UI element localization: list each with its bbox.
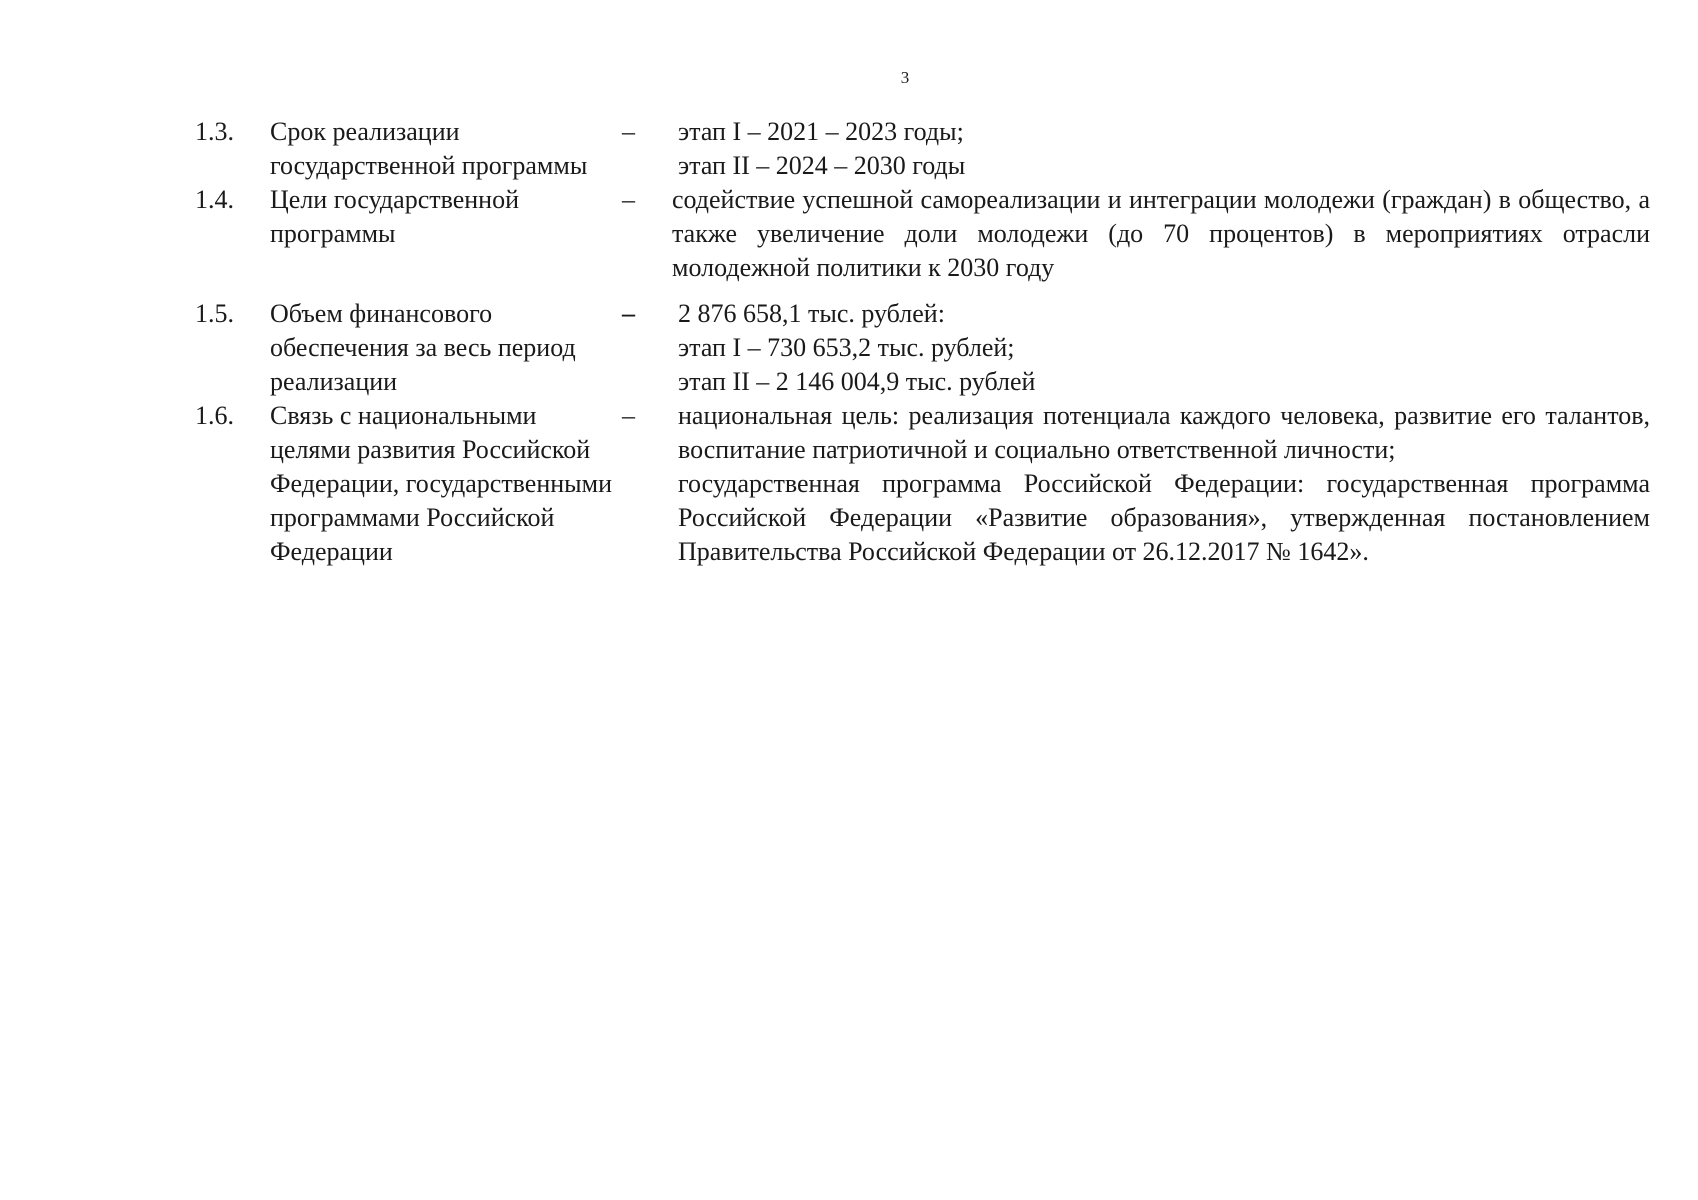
row-value: [670, 399, 1650, 569]
row-label: Связь с национальными целями развития Российской Федерации, государственными программами Российской Федерации: [270, 401, 613, 566]
row-dash: –: [622, 185, 635, 214]
state-program-paragraph: государственная программа Российской Федерации: государственная программа Российской Федерации «Развитие образования», утвержденная постановлением Правительства Российской Федерации от 26.12.2017 № 1642».: [678, 469, 1650, 566]
national-goal-paragraph: национальная цель: реализация потенциала каждого человека, развитие его талантов, воспитание патриотичной и социально ответственной личности;: [678, 401, 1650, 464]
financing-stage-two: этап II – 2 146 004,9 тыс. рублей: [678, 367, 1036, 396]
row-implementation-period: [195, 115, 1650, 183]
row-number: 1.4.: [195, 185, 234, 214]
row-program-goals: [195, 183, 1650, 285]
stage-two-period: этап II – 2024 – 2030 годы: [678, 151, 966, 180]
row-label: Объем финансового обеспечения за весь период реализации: [270, 299, 576, 396]
financing-stage-one: этап I – 730 653,2 тыс. рублей;: [678, 333, 1015, 362]
row-number: 1.5.: [195, 299, 234, 328]
row-value: [670, 297, 1650, 399]
row-dash: –: [622, 401, 635, 430]
row-number: 1.6.: [195, 401, 234, 430]
passport-table: [195, 115, 1650, 569]
page-number: 3: [900, 68, 910, 87]
row-national-goals-link: [195, 399, 1650, 569]
row-number: 1.3.: [195, 117, 234, 146]
row-label: Цели государственной программы: [270, 185, 520, 248]
row-label: Срок реализации государственной программы: [270, 117, 588, 180]
row-value: содействие успешной самореализации и интеграции молодежи (граждан) в общество, а также увеличение доли молодежи (до 70 процентов) в мероприятиях отрасли молодежной политики к 2030 году: [672, 185, 1650, 282]
financing-total: 2 876 658,1 тыс. рублей:: [678, 299, 945, 328]
row-value: [670, 115, 1650, 183]
row-financing-volume: [195, 297, 1650, 399]
row-dash: –: [622, 299, 635, 328]
stage-one-period: этап I – 2021 – 2023 годы;: [678, 117, 964, 146]
row-dash: –: [622, 117, 635, 146]
